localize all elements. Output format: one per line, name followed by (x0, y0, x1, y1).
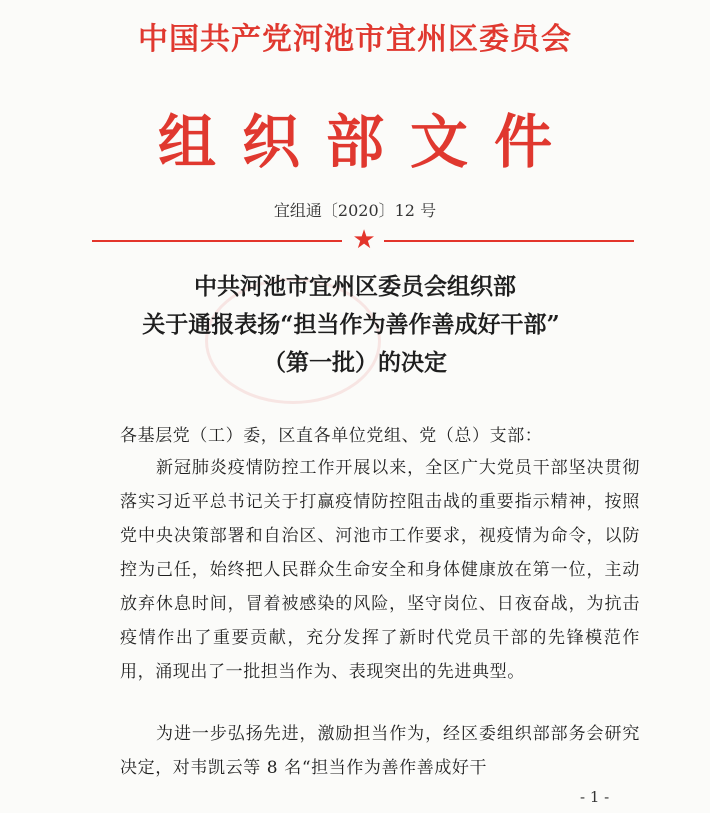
document-title-line-2: 关于通报表扬“担当作为善作善成好干部” (142, 311, 560, 338)
body-paragraph-1: 新冠肺炎疫情防控工作开展以来，全区广大党员干部坚决贯彻落实习近平总书记关于打赢疫情防控阻击战的重要指示精神，按照党中央决策部署和自治区、河池市工作要求，视疫情为命令，以防控为己任，始终把人民群众生命安全和身体健康放在第一位，主动放弃休息时间，冒着被感染的风险，坚守岗位、日夜奋战，为抗击疫情作出了重要贡献，充分发挥了新时代党员干部的先锋模范作用，涌现出了一批担当作为、表现突出的先进典型。 (120, 458, 640, 682)
page-number: - 1 - (580, 788, 610, 806)
body-paragraph-2: 为进一步弘扬先进，激励担当作为，经区委组织部部务会研究决定，对韦凯云等 8 名“担当作为善作善成好干 (120, 724, 640, 778)
salutation: 各基层党（工）委，区直各单位党组、党（总）支部： (120, 426, 543, 446)
document-title-line-1: 中共河池市宜州区委员会组织部 (194, 273, 516, 300)
document-type-heading: 组织部文件 (157, 108, 578, 176)
red-divider-left (92, 240, 342, 242)
red-divider-right (384, 240, 634, 242)
document-title-line-3: （第一批）的决定 (263, 349, 447, 376)
issuing-organization: 中国共产党河池市宜州区委员会 (138, 22, 572, 57)
document-number: 宜组通〔2020〕12 号 (273, 201, 437, 220)
star-icon: ★ (352, 225, 376, 255)
